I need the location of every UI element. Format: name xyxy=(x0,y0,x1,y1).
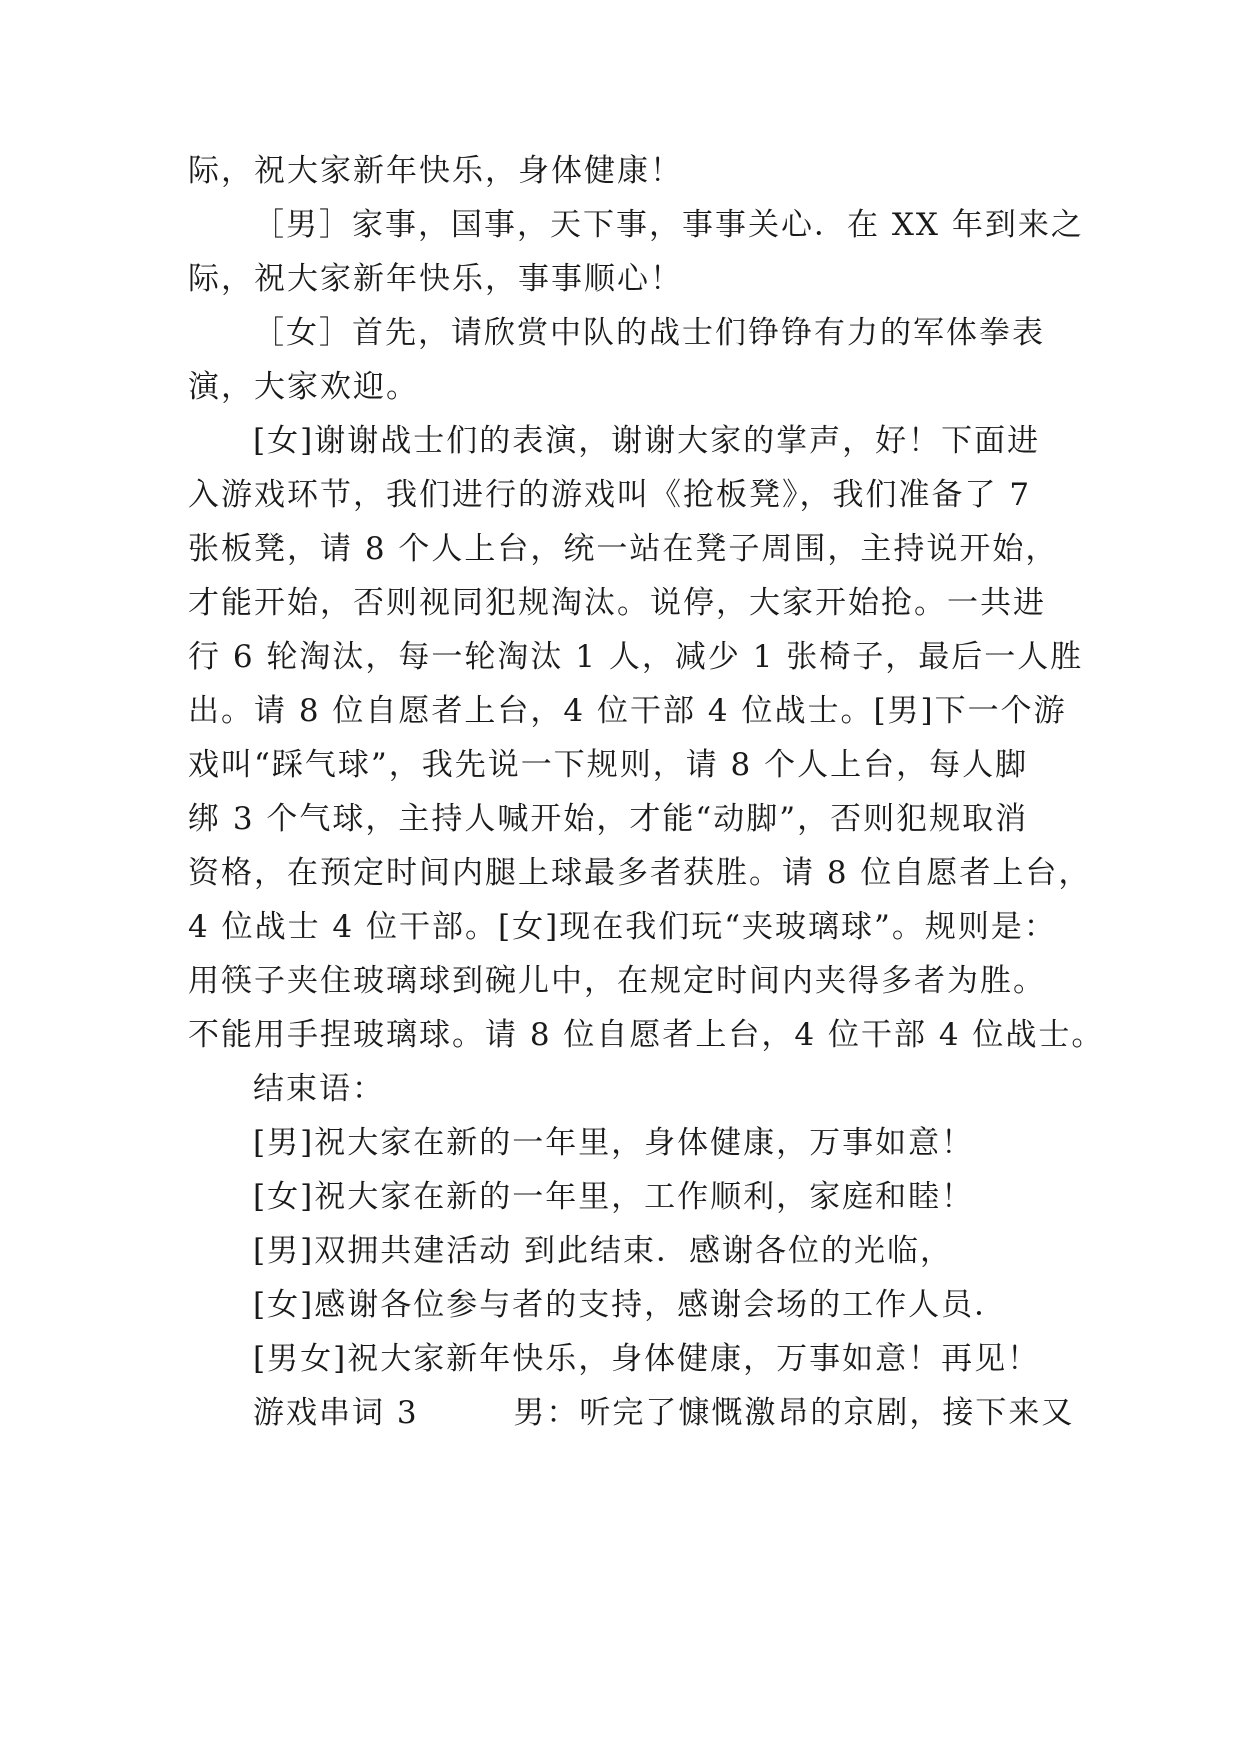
text-line: [女]谢谢战士们的表演，谢谢大家的掌声，好！下面进 xyxy=(253,423,1041,459)
text-line: 张板凳，请 8 个人上台，统一站在凳子周围，主持说开始， xyxy=(188,531,1059,567)
text-line: 戏叫“踩气球”，我先说一下规则，请 8 个人上台，每人脚 xyxy=(188,747,1029,783)
text-line: 演，大家欢迎。 xyxy=(188,369,419,405)
text-line: 结束语： xyxy=(253,1071,385,1107)
text-line: 绑 3 个气球，主持人喊开始，才能“动脚”，否则犯规取消 xyxy=(188,801,1029,837)
text-line: 用筷子夹住玻璃球到碗儿中，在规定时间内夹得多者为胜。 xyxy=(188,963,1046,999)
text-line: 出。请 8 位自愿者上台，4 位干部 4 位战士。[男]下一个游 xyxy=(188,693,1067,729)
text-line: 4 位战士 4 位干部。[女]现在我们玩“夹玻璃球”。规则是： xyxy=(188,909,1057,945)
text-line: 行 6 轮淘汰，每一轮淘汰 1 人，减少 1 张椅子，最后一人胜 xyxy=(188,639,1084,675)
text-line: [男]祝大家在新的一年里，身体健康，万事如意！ xyxy=(253,1125,975,1161)
text-line: 际，祝大家新年快乐，事事顺心！ xyxy=(188,261,683,297)
text-line: [女]祝大家在新的一年里，工作顺利，家庭和睦！ xyxy=(253,1179,975,1215)
text-line: 游戏串词 3 男：听完了慷慨激昂的京剧，接下来又 xyxy=(253,1395,1075,1431)
text-line: 资格，在预定时间内腿上球最多者获胜。请 8 位自愿者上台， xyxy=(188,855,1092,891)
text-line: [女]感谢各位参与者的支持，感谢会场的工作人员． xyxy=(253,1287,1008,1323)
text-line: ［女］首先，请欣赏中队的战士们铮铮有力的军体拳表 xyxy=(253,315,1045,351)
text-line: 不能用手捏玻璃球。请 8 位自愿者上台，4 位干部 4 位战士。 xyxy=(188,1017,1105,1053)
text-line: 才能开始，否则视同犯规淘汰。说停，大家开始抢。一共进 xyxy=(188,585,1046,621)
text-line: 入游戏环节，我们进行的游戏叫《抢板凳》，我们准备了 7 xyxy=(188,477,1032,513)
text-line: ［男］家事，国事，天下事，事事关心．在 XX 年到来之 xyxy=(253,207,1084,243)
text-line: 际，祝大家新年快乐，身体健康！ xyxy=(188,153,683,189)
text-line: [男女]祝大家新年快乐，身体健康，万事如意！再见！ xyxy=(253,1341,1041,1377)
text-line: [男]双拥共建活动 到此结束．感谢各位的光临， xyxy=(253,1233,954,1269)
